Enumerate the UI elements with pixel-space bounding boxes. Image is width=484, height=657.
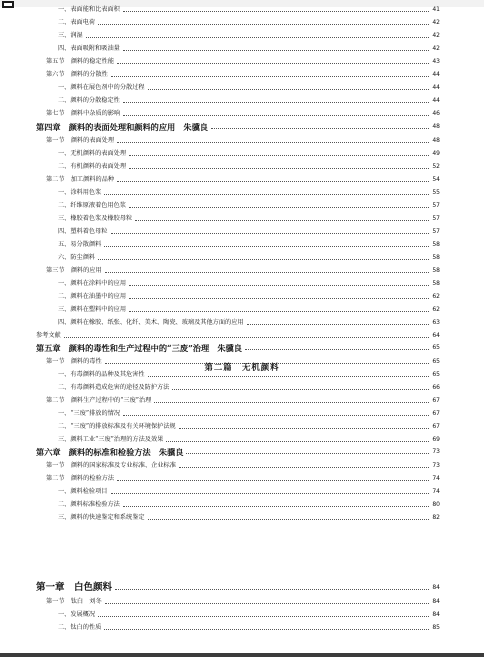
dot-leader <box>245 349 429 350</box>
toc-entry[interactable] <box>36 133 440 145</box>
toc-entry-page-number: 74 <box>432 475 440 482</box>
dot-leader <box>179 467 429 468</box>
toc-entry-page-number: 44 <box>432 97 440 104</box>
toc-entry-title: 一、有毒颜料的品种及其危害性 <box>58 371 145 378</box>
toc-entry[interactable] <box>36 263 440 275</box>
toc-entry[interactable] <box>36 380 440 392</box>
toc-entry-title: 四、颜料在橡胶、纸张、化纤、美术、陶瓷、玻璃及其他方面的应用 <box>58 319 244 326</box>
toc-entry-page-number: 44 <box>432 84 440 91</box>
dot-leader <box>105 272 429 273</box>
toc-entry[interactable] <box>36 15 440 27</box>
toc-entry-page-number: 62 <box>432 306 440 313</box>
dot-leader <box>123 11 429 12</box>
dot-leader <box>104 194 429 195</box>
dot-leader <box>98 616 429 617</box>
toc-entry[interactable] <box>36 444 440 456</box>
toc-entry[interactable] <box>36 93 440 105</box>
toc-entry-page-number: 49 <box>432 150 440 157</box>
dot-leader <box>154 402 429 403</box>
dot-leader <box>104 246 429 247</box>
toc-entry-page-number: 58 <box>432 267 440 274</box>
toc-entry-page-number: 65 <box>432 358 440 365</box>
dot-leader <box>117 181 429 182</box>
toc-entry-page-number: 80 <box>432 501 440 508</box>
toc-entry-title: 三、橡胶着色浆及橡胶母粒 <box>58 215 133 222</box>
dot-leader <box>111 493 430 494</box>
toc-entry-page-number: 48 <box>432 137 440 144</box>
dot-leader <box>129 168 429 169</box>
toc-entry-page-number: 42 <box>432 19 440 26</box>
toc-entry[interactable] <box>36 620 440 632</box>
toc-entry-page-number: 65 <box>432 344 440 351</box>
dot-leader <box>211 128 429 129</box>
toc-entry-title: 六、防尘颜料 <box>58 254 96 261</box>
toc-entry-title: 五、易分散颜料 <box>58 241 102 248</box>
dot-leader <box>129 155 429 156</box>
toc-entry-page-number: 57 <box>432 228 440 235</box>
toc-entry[interactable] <box>36 106 440 118</box>
toc-entry-page-number: 84 <box>432 611 440 618</box>
toc-entry[interactable] <box>36 276 440 288</box>
dot-leader <box>111 233 430 234</box>
toc-entry[interactable] <box>36 250 440 262</box>
toc-entry[interactable] <box>36 54 440 66</box>
toc-entry[interactable] <box>36 289 440 301</box>
toc-entry[interactable] <box>36 340 440 352</box>
toc-entry-title: 一、发展概况 <box>58 611 96 618</box>
toc-entry-title: 一、表面能和比表面积 <box>58 6 120 13</box>
dot-leader <box>129 207 429 208</box>
toc-entry-page-number: 55 <box>432 189 440 196</box>
toc-entry[interactable] <box>36 159 440 171</box>
dot-leader <box>123 50 429 51</box>
toc-entry-page-number: 58 <box>432 254 440 261</box>
toc-entry[interactable] <box>36 393 440 405</box>
toc-entry-title: 第一节 颜料的国家标准及专业标准、企业标准 <box>46 462 176 469</box>
toc-entry[interactable] <box>36 580 440 592</box>
toc-entry-title: 二、表面电荷 <box>58 19 96 26</box>
toc-entry[interactable] <box>36 315 440 327</box>
dot-leader <box>64 337 429 338</box>
toc-entry-page-number: 66 <box>432 384 440 391</box>
toc-entry-page-number: 84 <box>432 598 440 605</box>
toc-entry[interactable] <box>36 172 440 184</box>
toc-entry-page-number: 84 <box>432 584 440 591</box>
dot-leader <box>117 63 429 64</box>
toc-entry-title: 三、颜料的快速鉴定和系统鉴定 <box>58 514 145 521</box>
toc-entry-title: 第七节 颜料中杂质的影响 <box>46 110 121 117</box>
toc-entry-page-number: 54 <box>432 176 440 183</box>
toc-entry-title: 二、颜料标准检验方法 <box>58 501 120 508</box>
toc-entry-page-number: 82 <box>432 514 440 521</box>
toc-entry[interactable] <box>36 484 440 496</box>
toc-entry-title: 第四章 颜料的表面处理和颜料的应用 朱骥良 <box>36 122 208 132</box>
toc-entry-title: 第六章 颜料的标准和检验方法 朱骥良 <box>36 447 184 457</box>
toc-entry-page-number: 69 <box>432 436 440 443</box>
bottom-edge-strip <box>0 653 484 657</box>
dot-leader <box>115 589 429 590</box>
dot-leader <box>111 76 429 77</box>
toc-entry-title: 第一章 白色颜料 <box>36 582 113 593</box>
dot-leader <box>179 428 429 429</box>
toc-entry-title: 参考文献 <box>36 332 61 339</box>
toc-entry-page-number: 58 <box>432 280 440 287</box>
toc-entry-title: 三、颜料工业“三废”治理的方法及效果 <box>58 436 164 443</box>
dot-leader <box>166 441 429 442</box>
toc-entry[interactable] <box>36 146 440 158</box>
toc-entry[interactable] <box>36 41 440 53</box>
toc-entry-page-number: 42 <box>432 32 440 39</box>
toc-entry-title: 第六节 颜料的分散性 <box>46 71 108 78</box>
toc-entry-title: 第二节 颜料的检验方法 <box>46 475 115 482</box>
toc-entry[interactable] <box>36 471 440 483</box>
toc-entry-title: 第五章 颜料的毒性和生产过程中的“三废”治理 朱骥良 <box>36 343 242 353</box>
dot-leader <box>105 603 429 604</box>
toc-entry-page-number: 67 <box>432 423 440 430</box>
toc-entry-title: 二、有机颜料的表面处理 <box>58 163 127 170</box>
toc-entry-title: 第二节 加工颜料的品种 <box>46 176 115 183</box>
toc-entry-title: 三、颜料在塑料中的应用 <box>58 306 127 313</box>
toc-entry[interactable] <box>36 432 440 444</box>
toc-entry-page-number: 48 <box>432 123 440 130</box>
toc-entry-title: 四、表面吸附和吸油量 <box>58 45 120 52</box>
toc-entry[interactable] <box>36 594 440 606</box>
toc-entry-title: 二、纤维原液着色用色浆 <box>58 202 127 209</box>
toc-entry[interactable] <box>36 607 440 619</box>
dot-leader <box>186 453 429 454</box>
toc-entry-title: 二、颜料的分散稳定性 <box>58 97 120 104</box>
toc-entry[interactable] <box>36 198 440 210</box>
toc-entry-title: 四、塑料着色母粒 <box>58 228 108 235</box>
toc-entry-title: 第二节 颜料生产过程中的“三废”治理 <box>46 397 152 404</box>
toc-entry-page-number: 62 <box>432 293 440 300</box>
dot-leader <box>129 298 429 299</box>
toc-entry[interactable] <box>36 419 440 431</box>
toc-entry-page-number: 67 <box>432 397 440 404</box>
toc-entry-title: 二、颜料在油墨中的应用 <box>58 293 127 300</box>
toc-entry[interactable] <box>36 211 440 223</box>
toc-entry-page-number: 67 <box>432 410 440 417</box>
dot-leader <box>148 519 429 520</box>
toc-entry-title: 第一节 钛白 刘冬 <box>46 598 102 605</box>
toc-entry-title: 一、颜料检验项目 <box>58 488 108 495</box>
dot-leader <box>148 89 429 90</box>
toc-entry-title: 第一节 颜料的表面处理 <box>46 137 115 144</box>
toc-entry-page-number: 65 <box>432 371 440 378</box>
toc-entry-title: 二、“三废”的排放标准及有关环境保护法规 <box>58 423 176 430</box>
toc-entry-title: 第五节 颜料的稳定性能 <box>46 58 115 65</box>
toc-entry-page-number: 64 <box>432 332 440 339</box>
toc-entry-page-number: 73 <box>432 462 440 469</box>
toc-entry-title: 一、颜料在涂料中的应用 <box>58 280 127 287</box>
toc-entry-title: 三、润湿 <box>58 32 83 39</box>
toc-entry[interactable] <box>36 237 440 249</box>
dot-leader <box>86 37 429 38</box>
toc-entry[interactable] <box>36 406 440 418</box>
dot-leader <box>148 376 429 377</box>
toc-entry-title: 一、“三废”排放的情况 <box>58 410 121 417</box>
toc-entry-page-number: 52 <box>432 163 440 170</box>
dot-leader <box>98 259 429 260</box>
toc-entry[interactable] <box>36 80 440 92</box>
toc-entry-page-number: 85 <box>432 624 440 631</box>
toc-entry-title: 一、涂料用色浆 <box>58 189 102 196</box>
toc-entry[interactable] <box>36 119 440 131</box>
toc-entry-page-number: 44 <box>432 71 440 78</box>
toc-entry[interactable] <box>36 2 440 14</box>
part-heading: 第二篇 无机颜料 <box>204 362 280 372</box>
dot-leader <box>123 506 429 507</box>
toc-entry[interactable] <box>36 510 440 522</box>
toc-entry[interactable] <box>36 28 440 40</box>
toc-entry[interactable] <box>36 328 440 340</box>
dot-leader <box>117 142 429 143</box>
dot-leader <box>123 115 429 116</box>
dot-leader <box>98 24 429 25</box>
toc-entry[interactable] <box>36 497 440 509</box>
toc-entry-page-number: 42 <box>432 45 440 52</box>
toc-entry-title: 一、无机颜料的表面处理 <box>58 150 127 157</box>
toc-entry[interactable] <box>36 185 440 197</box>
dot-leader <box>123 415 429 416</box>
toc-entry-page-number: 46 <box>432 110 440 117</box>
dot-leader <box>117 480 429 481</box>
toc-entry-page-number: 43 <box>432 58 440 65</box>
toc-entry[interactable] <box>36 458 440 470</box>
toc-entry[interactable] <box>36 224 440 236</box>
toc-entry[interactable] <box>36 302 440 314</box>
toc-entry-page-number: 63 <box>432 319 440 326</box>
dot-leader <box>104 629 429 630</box>
toc-entry-page-number: 57 <box>432 215 440 222</box>
toc-entry-title: 第一节 颜料的毒性 <box>46 358 102 365</box>
toc-entry-page-number: 57 <box>432 202 440 209</box>
dot-leader <box>247 324 429 325</box>
toc-entry-page-number: 58 <box>432 241 440 248</box>
toc-entry-page-number: 73 <box>432 448 440 455</box>
dot-leader <box>123 102 429 103</box>
dot-leader <box>129 285 429 286</box>
dot-leader <box>135 220 429 221</box>
toc-entry[interactable] <box>36 67 440 79</box>
dot-leader <box>129 311 429 312</box>
corner-marker-icon <box>2 1 14 8</box>
dot-leader <box>172 389 429 390</box>
toc-entry-page-number: 74 <box>432 488 440 495</box>
toc-entry-title: 一、颜料在展色剂中的分散过程 <box>58 84 145 91</box>
toc-entry-title: 二、有毒颜料造成危害的途径及防护方法 <box>58 384 170 391</box>
toc-entry-page-number: 41 <box>432 6 440 13</box>
toc-entry-title: 二、钛白的性质 <box>58 624 102 631</box>
toc-entry-title: 第三节 颜料的应用 <box>46 267 102 274</box>
